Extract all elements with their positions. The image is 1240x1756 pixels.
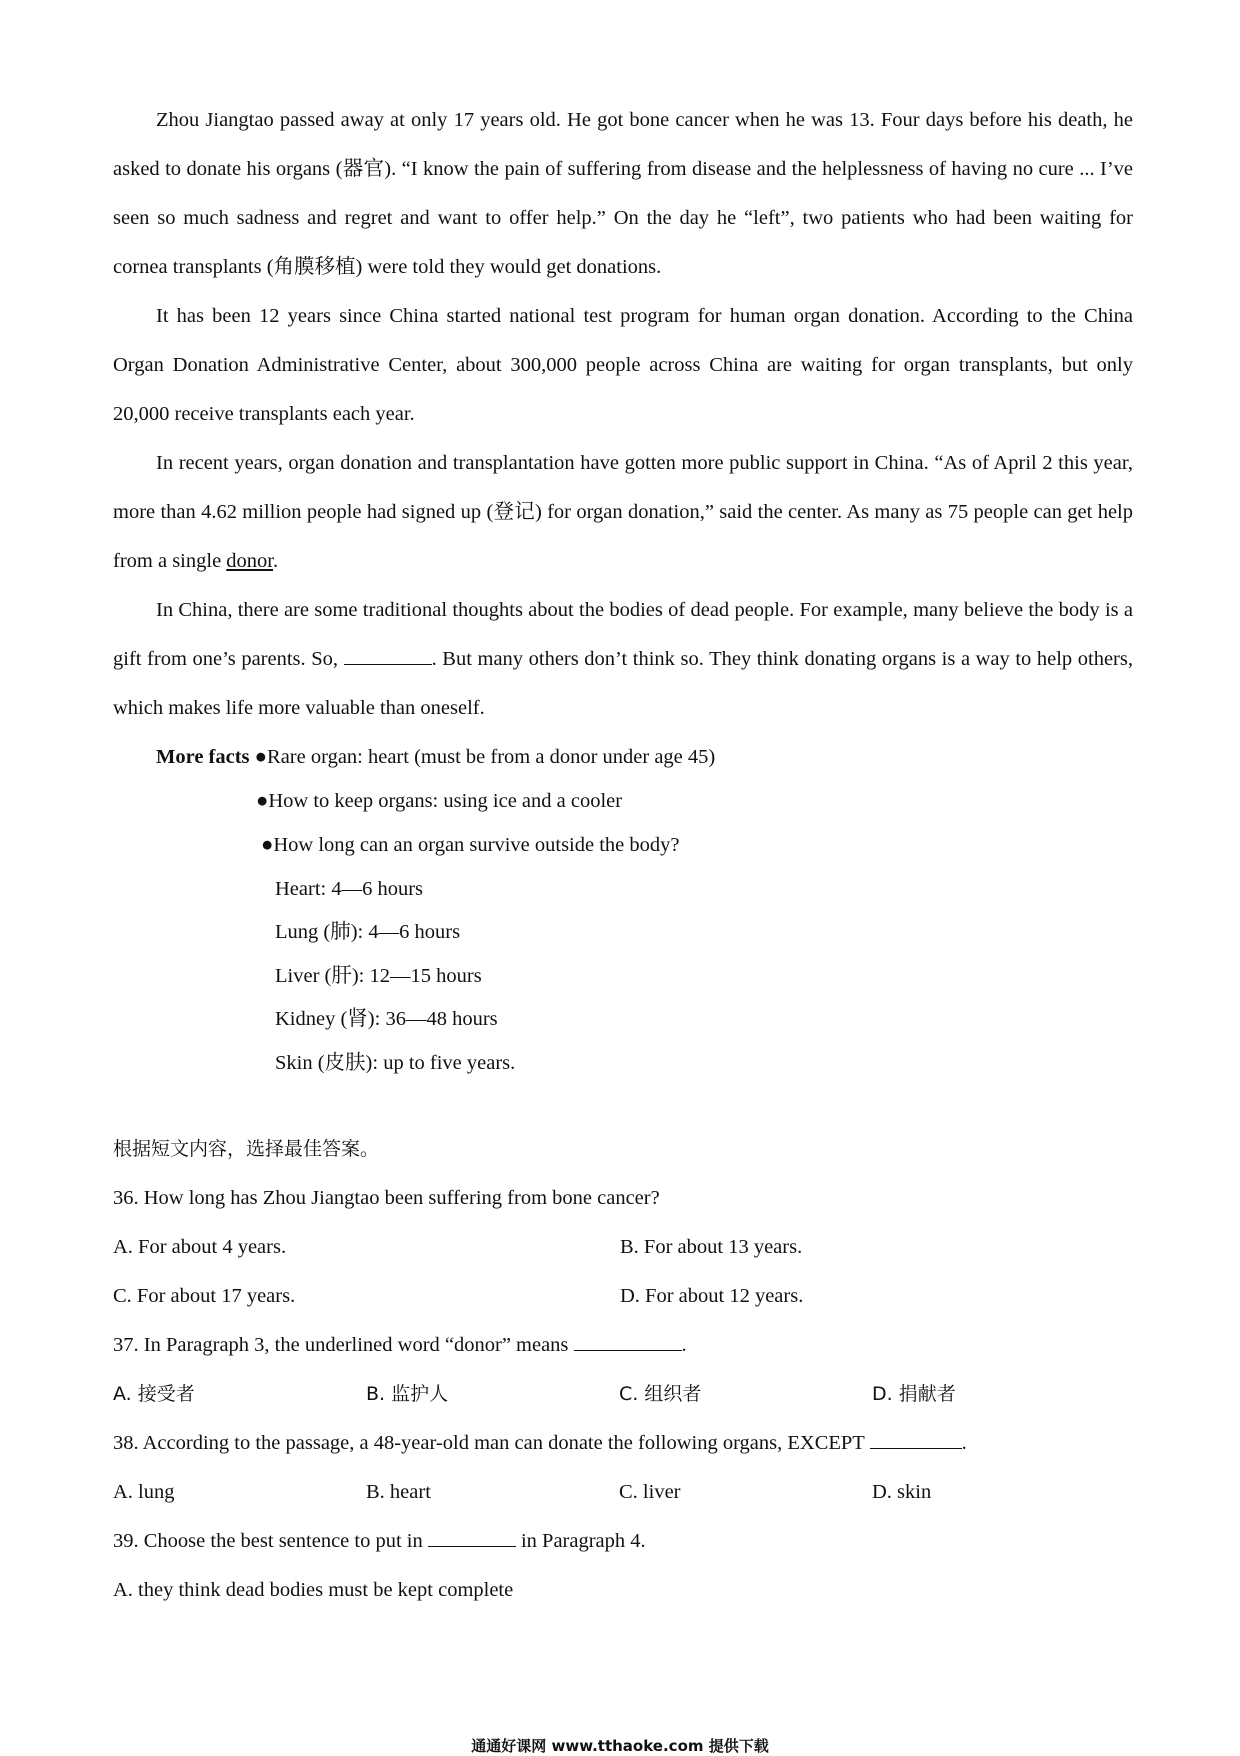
facts-item-lung: Lung (肺): 4—6 hours bbox=[275, 921, 461, 943]
question-37-end: . bbox=[681, 1334, 687, 1356]
question-38-option-c[interactable]: C. liver bbox=[619, 1481, 681, 1503]
question-37-option-c[interactable] bbox=[619, 1370, 872, 1419]
question-39-blank bbox=[428, 1529, 516, 1547]
facts-item-liver: Liver (肝): 12—15 hours bbox=[275, 965, 482, 987]
question-39-text: 39. Choose the best sentence to put in bbox=[113, 1530, 428, 1552]
question-38-stem bbox=[113, 1419, 1133, 1468]
question-39-stem bbox=[113, 1517, 1133, 1566]
question-39-end: in Paragraph 4. bbox=[515, 1530, 646, 1552]
question-39-option-a[interactable]: A. they think dead bodies must be kept complete bbox=[113, 1579, 514, 1601]
question-38-text: 38. According to the passage, a 48-year-old man can donate the following organs, EXCEPT bbox=[113, 1432, 870, 1454]
paragraph-4 bbox=[113, 586, 1133, 733]
footer-watermark: 通通好课网 www.tthaoke.com 提供下载 bbox=[471, 1737, 769, 1755]
question-37-option-b-label: B. 监护人 bbox=[366, 1383, 449, 1405]
question-37-option-d-label: D. 捐献者 bbox=[872, 1383, 956, 1405]
question-37-stem bbox=[113, 1321, 1133, 1370]
question-36-options-row-2 bbox=[113, 1272, 1133, 1321]
facts-bullet-2: ●How to keep organs: using ice and a cooler bbox=[256, 790, 623, 812]
question-38-option-a[interactable]: A. lung bbox=[113, 1481, 175, 1503]
question-37-option-a-label: A. 接受者 bbox=[113, 1383, 195, 1405]
question-37-option-d[interactable] bbox=[872, 1370, 956, 1419]
document-page bbox=[113, 96, 1133, 1615]
question-36-option-d[interactable]: D. For about 12 years. bbox=[620, 1285, 804, 1307]
question-38-blank bbox=[870, 1431, 962, 1449]
question-36-option-c[interactable]: C. For about 17 years. bbox=[113, 1285, 296, 1307]
question-37-options bbox=[113, 1370, 1133, 1419]
question-37-blank bbox=[574, 1333, 682, 1351]
facts-bullet-3: ●How long can an organ survive outside the body? bbox=[261, 834, 680, 856]
instruction: 根据短文内容，选择最佳答案。 bbox=[113, 1138, 380, 1160]
question-37-option-a[interactable] bbox=[113, 1370, 366, 1419]
facts-heading: More facts bbox=[156, 746, 250, 768]
question-36-option-a[interactable]: A. For about 4 years. bbox=[113, 1236, 287, 1258]
question-36-stem: 36. How long has Zhou Jiangtao been suffering from bone cancer? bbox=[113, 1187, 660, 1209]
question-37-option-b[interactable] bbox=[366, 1370, 619, 1419]
question-38-option-d[interactable]: D. skin bbox=[872, 1481, 932, 1503]
facts-item-heart: Heart: 4—6 hours bbox=[275, 878, 424, 900]
paragraph-4-end: . But many others don’t think so. They think donating organs is a way to help others, which makes life more valuable than oneself. bbox=[113, 648, 1133, 719]
more-facts-box bbox=[113, 733, 1133, 1125]
paragraph-3-text: In recent years, organ donation and transplantation have gotten more public support in China. “As of April 2 this year, more than 4.62 million people had signed up (登记) for organ donation,” said the center. As many as 75 people can get help from a single bbox=[113, 452, 1133, 572]
question-37-option-c-label: C. 组织者 bbox=[619, 1383, 702, 1405]
question-36-options-row-1 bbox=[113, 1223, 1133, 1272]
question-38-end: . bbox=[961, 1432, 967, 1454]
paragraph-4-text: In China, there are some traditional thoughts about the bodies of dead people. For example, many believe the body is a gift from one’s parents. So, bbox=[113, 599, 1133, 670]
facts-first-line bbox=[156, 733, 715, 782]
question-38-option-b[interactable]: B. heart bbox=[366, 1481, 431, 1503]
paragraph-1: Zhou Jiangtao passed away at only 17 years old. He got bone cancer when he was 13. Four days before his death, he asked to donate his organs (器官). “I know the pain of suffering from disease and the helplessness of having no cure ... I’ve seen so much sadness and regret and want to offer help.” On the day he “left”, two patients who had been waiting for cornea transplants (角膜移植) were told they would get donations. bbox=[113, 109, 1133, 278]
paragraph-2: It has been 12 years since China started national test program for human organ donation. According to the China Organ Donation Administrative Center, about 300,000 people across China are waiting for organ transplants, but only 20,000 receive transplants each year. bbox=[113, 305, 1133, 425]
paragraph-3 bbox=[113, 439, 1133, 586]
facts-bullet-1: ●Rare organ: heart (must be from a donor under age 45) bbox=[254, 746, 716, 768]
facts-item-skin: Skin (皮肤): up to five years. bbox=[275, 1052, 516, 1074]
question-37-text: 37. In Paragraph 3, the underlined word “donor” means bbox=[113, 1334, 574, 1356]
paragraph-4-blank bbox=[344, 647, 432, 665]
question-36-option-b[interactable]: B. For about 13 years. bbox=[620, 1236, 803, 1258]
paragraph-3-end: . bbox=[273, 550, 279, 572]
facts-item-kidney: Kidney (肾): 36—48 hours bbox=[275, 1008, 498, 1030]
underlined-word-donor: donor bbox=[226, 550, 273, 572]
question-38-options bbox=[113, 1468, 1133, 1517]
